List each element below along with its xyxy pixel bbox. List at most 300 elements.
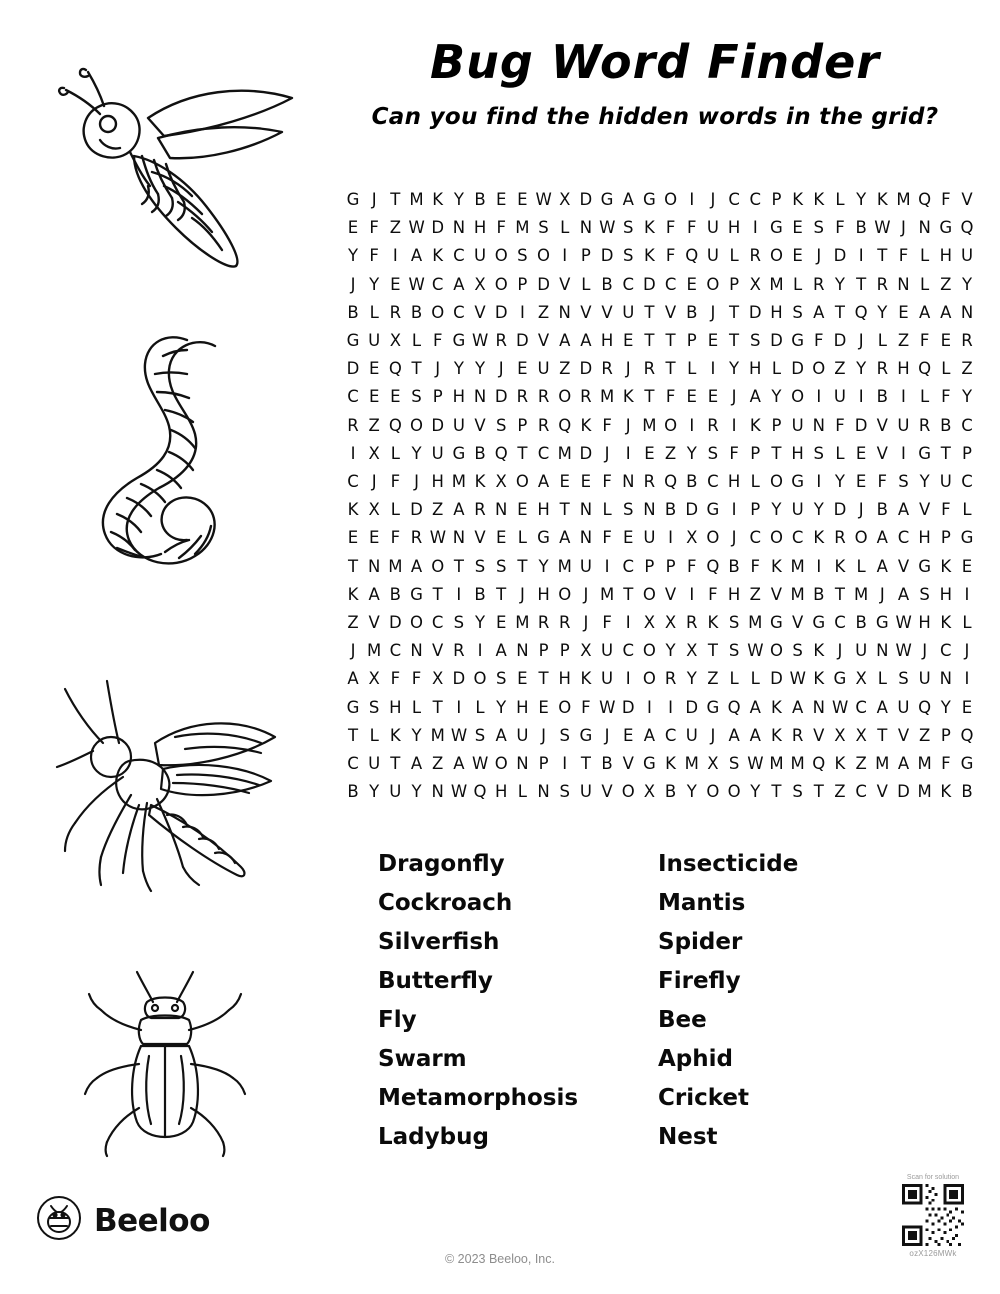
grid-letter: R bbox=[389, 302, 402, 322]
grid-letter: J bbox=[498, 359, 504, 379]
grid-letter: C bbox=[664, 725, 677, 745]
grid-letter: H bbox=[537, 500, 550, 520]
grid-letter: Z bbox=[834, 359, 846, 379]
grid-letter: T bbox=[432, 697, 443, 717]
grid-letter: E bbox=[538, 697, 549, 717]
grid-letter: V bbox=[368, 613, 380, 633]
grid-letter: X bbox=[495, 472, 507, 492]
grid-letter: C bbox=[389, 641, 402, 661]
grid-letter: H bbox=[558, 669, 571, 689]
grid-letter: K bbox=[432, 246, 444, 266]
grid-letter: Y bbox=[729, 359, 740, 379]
grid-letter: E bbox=[495, 613, 507, 633]
grid-letter: P bbox=[686, 331, 697, 351]
grid-letter: M bbox=[599, 584, 615, 604]
grid-letter: X bbox=[855, 669, 867, 689]
grid-row bbox=[345, 524, 975, 552]
grid-letter: I bbox=[710, 359, 716, 379]
grid-letter: W bbox=[472, 754, 489, 774]
grid-letter: L bbox=[390, 443, 400, 463]
grid-letter: K bbox=[389, 725, 401, 745]
grid-letter: C bbox=[347, 472, 359, 492]
grid-letter: N bbox=[579, 500, 593, 520]
grid-letter: Q bbox=[960, 725, 974, 745]
qr-code-icon[interactable] bbox=[902, 1184, 964, 1246]
grid-letter: S bbox=[728, 641, 740, 661]
grid-letter: J bbox=[583, 584, 589, 604]
grid-letter: G bbox=[643, 754, 656, 774]
grid-letter: D bbox=[748, 302, 762, 322]
grid-letter: U bbox=[431, 443, 444, 463]
grid-letter: Z bbox=[961, 359, 973, 379]
grid-letter: I bbox=[858, 246, 864, 266]
grid-letter: S bbox=[474, 556, 486, 576]
grid-letter: J bbox=[350, 274, 356, 294]
grid-letter: T bbox=[729, 331, 740, 351]
grid-letter: T bbox=[538, 669, 549, 689]
grid-letter: F bbox=[390, 528, 401, 548]
grid-letter: A bbox=[453, 274, 465, 294]
grid-letter: O bbox=[664, 415, 678, 435]
grid-letter: J bbox=[350, 641, 356, 661]
grid-letter: R bbox=[516, 387, 529, 407]
grid-letter: L bbox=[560, 218, 570, 238]
grid-letter: K bbox=[813, 669, 825, 689]
grid-letter: E bbox=[495, 190, 507, 209]
grid-letter: V bbox=[876, 443, 888, 463]
grid-letter: S bbox=[728, 613, 740, 633]
grid-letter: D bbox=[833, 246, 847, 266]
grid-letter: T bbox=[665, 359, 676, 379]
grid-letter: T bbox=[877, 246, 888, 266]
grid-letter: B bbox=[664, 782, 677, 802]
grid-letter: Q bbox=[706, 556, 720, 576]
grid-letter: T bbox=[707, 641, 718, 661]
grid-letter: Q bbox=[854, 302, 868, 322]
grid-letter: G bbox=[939, 218, 953, 238]
grid-letter: Q bbox=[664, 472, 678, 492]
grid-letter: Y bbox=[369, 782, 380, 802]
grid-letter: I bbox=[964, 584, 970, 604]
grid-row bbox=[345, 750, 975, 778]
grid-letter: G bbox=[791, 331, 804, 351]
grid-letter: C bbox=[961, 472, 973, 492]
grid-letter: M bbox=[642, 415, 657, 435]
grid-letter: S bbox=[750, 331, 761, 351]
grid-letter: U bbox=[579, 782, 592, 802]
grid-letter: B bbox=[474, 443, 486, 463]
grid-letter: U bbox=[601, 641, 614, 661]
grid-letter: D bbox=[388, 613, 402, 633]
grid-letter: L bbox=[581, 274, 591, 294]
grid-letter: O bbox=[494, 754, 508, 774]
grid-letter: G bbox=[833, 669, 847, 689]
grid-letter: T bbox=[834, 584, 845, 604]
grid-letter: R bbox=[876, 359, 889, 379]
grid-letter: K bbox=[792, 190, 804, 209]
grid-letter: V bbox=[601, 782, 613, 802]
grid-letter: N bbox=[516, 641, 529, 661]
grid-letter: E bbox=[686, 387, 697, 407]
grid-letter: D bbox=[494, 387, 508, 407]
grid-letter: H bbox=[494, 782, 508, 802]
grid-letter: Z bbox=[897, 331, 910, 351]
word-list-item: Aphid bbox=[658, 1046, 733, 1072]
qr-block bbox=[890, 1174, 976, 1258]
grid-letter: C bbox=[622, 641, 634, 661]
grid-letter: R bbox=[537, 387, 550, 407]
grid-letter: Q bbox=[494, 443, 508, 463]
grid-letter: X bbox=[389, 331, 401, 351]
grid-letter: G bbox=[812, 613, 826, 633]
grid-letter: Y bbox=[834, 274, 845, 294]
brand-name: Beeloo bbox=[94, 1202, 210, 1239]
grid-letter: Y bbox=[411, 443, 422, 463]
grid-letter: L bbox=[517, 528, 527, 548]
grid-letter: G bbox=[875, 613, 889, 633]
grid-letter: L bbox=[920, 387, 930, 407]
grid-letter: C bbox=[347, 754, 359, 774]
grid-letter: J bbox=[414, 472, 419, 492]
grid-letter: V bbox=[537, 331, 550, 351]
grid-letter: R bbox=[410, 528, 423, 548]
grid-letter: H bbox=[918, 613, 931, 633]
grid-letter: R bbox=[918, 415, 931, 435]
grid-letter: O bbox=[558, 584, 572, 604]
grid-letter: T bbox=[496, 584, 507, 604]
grid-letter: Z bbox=[749, 584, 761, 604]
grid-letter: Q bbox=[812, 754, 826, 774]
grid-letter: I bbox=[519, 302, 525, 322]
grid-letter: U bbox=[791, 415, 804, 435]
grid-letter: D bbox=[685, 500, 699, 520]
grid-letter: Y bbox=[771, 387, 782, 407]
grid-letter: K bbox=[580, 415, 592, 435]
grid-letter: J bbox=[519, 584, 525, 604]
grid-letter: B bbox=[855, 218, 867, 238]
grid-letter: N bbox=[876, 641, 889, 661]
grid-letter: L bbox=[835, 190, 845, 209]
grid-letter: P bbox=[940, 528, 951, 548]
grid-letter: W bbox=[747, 754, 764, 774]
grid-letter: H bbox=[431, 472, 444, 492]
grid-letter: Y bbox=[474, 613, 486, 633]
grid-letter: A bbox=[495, 725, 507, 745]
grid-letter: X bbox=[643, 613, 656, 633]
grid-letter: D bbox=[516, 331, 529, 351]
grid-letter: Z bbox=[368, 415, 380, 435]
grid-letter: S bbox=[495, 556, 507, 576]
grid-letter: N bbox=[960, 302, 974, 322]
grid-letter: J bbox=[625, 415, 631, 435]
grid-letter: D bbox=[685, 697, 699, 717]
grid-letter: D bbox=[833, 331, 847, 351]
grid-letter: O bbox=[431, 556, 445, 576]
grid-letter: F bbox=[390, 472, 401, 492]
grid-letter: E bbox=[792, 218, 803, 238]
grid-letter: O bbox=[664, 190, 678, 209]
grid-letter: F bbox=[602, 415, 612, 435]
grid-letter: H bbox=[749, 359, 762, 379]
grid-letter: H bbox=[770, 302, 783, 322]
grid-letter: T bbox=[771, 782, 782, 802]
grid-letter: H bbox=[537, 584, 550, 604]
grid-letter: D bbox=[770, 331, 783, 351]
grid-letter: L bbox=[920, 274, 930, 294]
grid-letter: T bbox=[665, 331, 676, 351]
grid-letter: K bbox=[940, 613, 952, 633]
grid-letter: P bbox=[517, 274, 528, 294]
grid-letter: U bbox=[368, 331, 381, 351]
grid-letter: Y bbox=[686, 669, 697, 689]
grid-letter: Z bbox=[432, 754, 444, 774]
grid-letter: A bbox=[580, 331, 592, 351]
grid-letter: S bbox=[622, 246, 634, 266]
grid-letter: I bbox=[604, 556, 610, 576]
grid-letter: Y bbox=[771, 500, 782, 520]
grid-letter: I bbox=[625, 613, 631, 633]
grid-letter: W bbox=[895, 641, 912, 661]
grid-letter: E bbox=[855, 443, 867, 463]
grid-letter: S bbox=[495, 415, 507, 435]
grid-letter: K bbox=[771, 725, 782, 745]
grid-letter: K bbox=[813, 190, 825, 209]
grid-letter: Y bbox=[538, 556, 549, 576]
grid-letter: U bbox=[685, 725, 698, 745]
word-list-item: Silverfish bbox=[378, 929, 500, 955]
grid-letter: M bbox=[896, 190, 911, 209]
grid-letter: W bbox=[747, 641, 764, 661]
grid-letter: T bbox=[940, 443, 951, 463]
grid-letter: G bbox=[452, 331, 466, 351]
grid-letter: G bbox=[643, 190, 656, 209]
grid-letter: G bbox=[770, 613, 783, 633]
grid-letter: U bbox=[537, 359, 550, 379]
grid-letter: R bbox=[961, 331, 973, 351]
word-list-item: Mantis bbox=[658, 890, 746, 916]
grid-letter: I bbox=[901, 443, 906, 463]
grid-letter: L bbox=[835, 443, 845, 463]
grid-letter: M bbox=[388, 556, 403, 576]
word-list-item: Butterfly bbox=[378, 968, 493, 994]
grid-letter: F bbox=[665, 218, 676, 238]
word-search-grid bbox=[345, 186, 975, 806]
grid-letter: A bbox=[453, 754, 465, 774]
grid-letter: A bbox=[749, 725, 761, 745]
grid-letter: C bbox=[537, 443, 550, 463]
grid-letter: V bbox=[876, 415, 888, 435]
grid-letter: M bbox=[769, 274, 784, 294]
grid-letter: O bbox=[515, 472, 529, 492]
grid-letter: E bbox=[855, 472, 867, 492]
grid-letter: N bbox=[918, 218, 931, 238]
grid-letter: P bbox=[771, 190, 782, 209]
grid-letter: M bbox=[875, 754, 890, 774]
grid-letter: N bbox=[410, 641, 423, 661]
grid-letter: R bbox=[707, 415, 719, 435]
grid-letter: U bbox=[389, 782, 402, 802]
grid-letter: G bbox=[346, 331, 360, 351]
grid-letter: U bbox=[579, 556, 592, 576]
grid-letter: H bbox=[918, 528, 931, 548]
grid-letter: U bbox=[452, 415, 465, 435]
grid-letter: T bbox=[432, 584, 443, 604]
grid-letter: G bbox=[537, 528, 550, 548]
qr-id: ozX126MWk bbox=[909, 1249, 957, 1258]
grid-letter: O bbox=[812, 359, 826, 379]
page-title: Bug Word Finder bbox=[430, 35, 880, 89]
grid-letter: R bbox=[749, 246, 761, 266]
grid-letter: K bbox=[813, 528, 825, 548]
grid-letter: H bbox=[516, 697, 529, 717]
grid-letter: M bbox=[917, 782, 932, 802]
grid-letter: A bbox=[813, 302, 825, 322]
grid-letter: K bbox=[834, 754, 846, 774]
grid-letter: F bbox=[602, 528, 612, 548]
grid-letter: F bbox=[941, 500, 951, 520]
grid-letter: C bbox=[855, 782, 867, 802]
grid-letter: Y bbox=[411, 782, 422, 802]
grid-letter: D bbox=[410, 500, 423, 520]
grid-letter: K bbox=[749, 415, 761, 435]
grid-letter: N bbox=[452, 528, 466, 548]
grid-letter: X bbox=[686, 641, 698, 661]
grid-letter: K bbox=[432, 190, 444, 209]
grid-letter: A bbox=[559, 331, 571, 351]
grid-letter: E bbox=[940, 331, 952, 351]
word-list-item: Fly bbox=[378, 1007, 417, 1033]
grid-letter: Z bbox=[834, 782, 846, 802]
grid-row bbox=[345, 412, 975, 440]
grid-letter: K bbox=[347, 584, 359, 604]
grid-letter: P bbox=[750, 500, 761, 520]
grid-letter: N bbox=[579, 528, 593, 548]
grid-letter: R bbox=[686, 613, 698, 633]
grid-letter: F bbox=[708, 584, 718, 604]
grid-letter: E bbox=[623, 528, 634, 548]
grid-letter: L bbox=[369, 725, 379, 745]
grid-letter: U bbox=[918, 669, 931, 689]
grid-row bbox=[345, 581, 975, 609]
grid-letter: O bbox=[642, 669, 656, 689]
grid-letter: I bbox=[625, 669, 631, 689]
word-list-item: Ladybug bbox=[378, 1124, 489, 1150]
grid-letter: M bbox=[917, 754, 932, 774]
grid-letter: I bbox=[350, 443, 356, 463]
grid-letter: K bbox=[347, 500, 359, 520]
grid-letter: T bbox=[644, 387, 655, 407]
grid-letter: M bbox=[769, 754, 784, 774]
grid-letter: M bbox=[599, 387, 615, 407]
grid-letter: T bbox=[411, 359, 422, 379]
grid-letter: R bbox=[664, 669, 677, 689]
grid-letter: P bbox=[771, 415, 782, 435]
grid-letter: K bbox=[771, 556, 782, 576]
grid-letter: W bbox=[831, 697, 849, 717]
grid-letter: J bbox=[731, 528, 737, 548]
copyright-text: © 2023 Beeloo, Inc. bbox=[445, 1252, 555, 1266]
grid-letter: L bbox=[750, 669, 760, 689]
grid-letter: J bbox=[858, 500, 864, 520]
grid-letter: B bbox=[728, 556, 740, 576]
grid-letter: L bbox=[962, 613, 972, 633]
grid-letter: D bbox=[833, 500, 847, 520]
grid-letter: R bbox=[643, 472, 656, 492]
grid-letter: T bbox=[390, 190, 401, 209]
grid-letter: N bbox=[431, 782, 444, 802]
grid-letter: V bbox=[622, 754, 634, 774]
grid-letter: A bbox=[410, 556, 423, 576]
grid-letter: F bbox=[941, 387, 951, 407]
grid-letter: J bbox=[731, 387, 737, 407]
grid-letter: D bbox=[621, 697, 635, 717]
grid-letter: O bbox=[769, 472, 783, 492]
grid-letter: F bbox=[919, 331, 930, 351]
grid-letter: P bbox=[517, 415, 528, 435]
grid-letter: V bbox=[601, 302, 613, 322]
grid-letter: I bbox=[816, 556, 822, 576]
grid-letter: Y bbox=[940, 697, 951, 717]
grid-letter: D bbox=[452, 669, 466, 689]
grid-letter: F bbox=[941, 190, 951, 209]
grid-row bbox=[345, 553, 975, 581]
beeloo-logo-icon bbox=[36, 1195, 82, 1246]
grid-letter: M bbox=[515, 218, 530, 238]
grid-letter: G bbox=[600, 190, 614, 209]
grid-letter: L bbox=[411, 331, 422, 351]
grid-letter: M bbox=[854, 584, 869, 604]
grid-letter: D bbox=[579, 443, 593, 463]
grid-letter: I bbox=[456, 584, 462, 604]
grid-letter: R bbox=[537, 415, 550, 435]
grid-letter: D bbox=[494, 302, 508, 322]
grid-letter: S bbox=[495, 669, 507, 689]
grid-letter: M bbox=[790, 584, 805, 604]
grid-letter: M bbox=[430, 725, 445, 745]
word-list-item: Cockroach bbox=[378, 890, 513, 916]
grid-letter: F bbox=[835, 415, 845, 435]
grid-letter: A bbox=[559, 528, 571, 548]
grid-letter: A bbox=[791, 697, 804, 717]
grid-letter: S bbox=[474, 725, 486, 745]
grid-letter: P bbox=[750, 443, 761, 463]
grid-letter: L bbox=[877, 669, 887, 689]
grid-row bbox=[345, 496, 975, 524]
grid-letter: J bbox=[837, 641, 843, 661]
grid-letter: F bbox=[729, 443, 739, 463]
grid-letter: J bbox=[710, 302, 716, 322]
grid-letter: L bbox=[771, 359, 782, 379]
grid-letter: I bbox=[964, 669, 970, 689]
grid-letter: L bbox=[390, 500, 400, 520]
grid-letter: F bbox=[390, 669, 401, 689]
grid-letter: A bbox=[897, 500, 910, 520]
grid-letter: E bbox=[390, 274, 401, 294]
grid-letter: W bbox=[450, 725, 468, 745]
grid-letter: B bbox=[601, 754, 613, 774]
word-list-item: Insecticide bbox=[658, 851, 799, 877]
grid-letter: H bbox=[600, 331, 614, 351]
grid-letter: C bbox=[431, 613, 444, 633]
grid-letter: U bbox=[643, 528, 656, 548]
grid-letter: Y bbox=[961, 387, 973, 407]
grid-letter: A bbox=[495, 641, 507, 661]
grid-letter: V bbox=[791, 613, 804, 633]
grid-letter: H bbox=[727, 218, 741, 238]
grid-letter: S bbox=[622, 500, 634, 520]
grid-letter: R bbox=[537, 613, 550, 633]
grid-letter: R bbox=[601, 359, 613, 379]
